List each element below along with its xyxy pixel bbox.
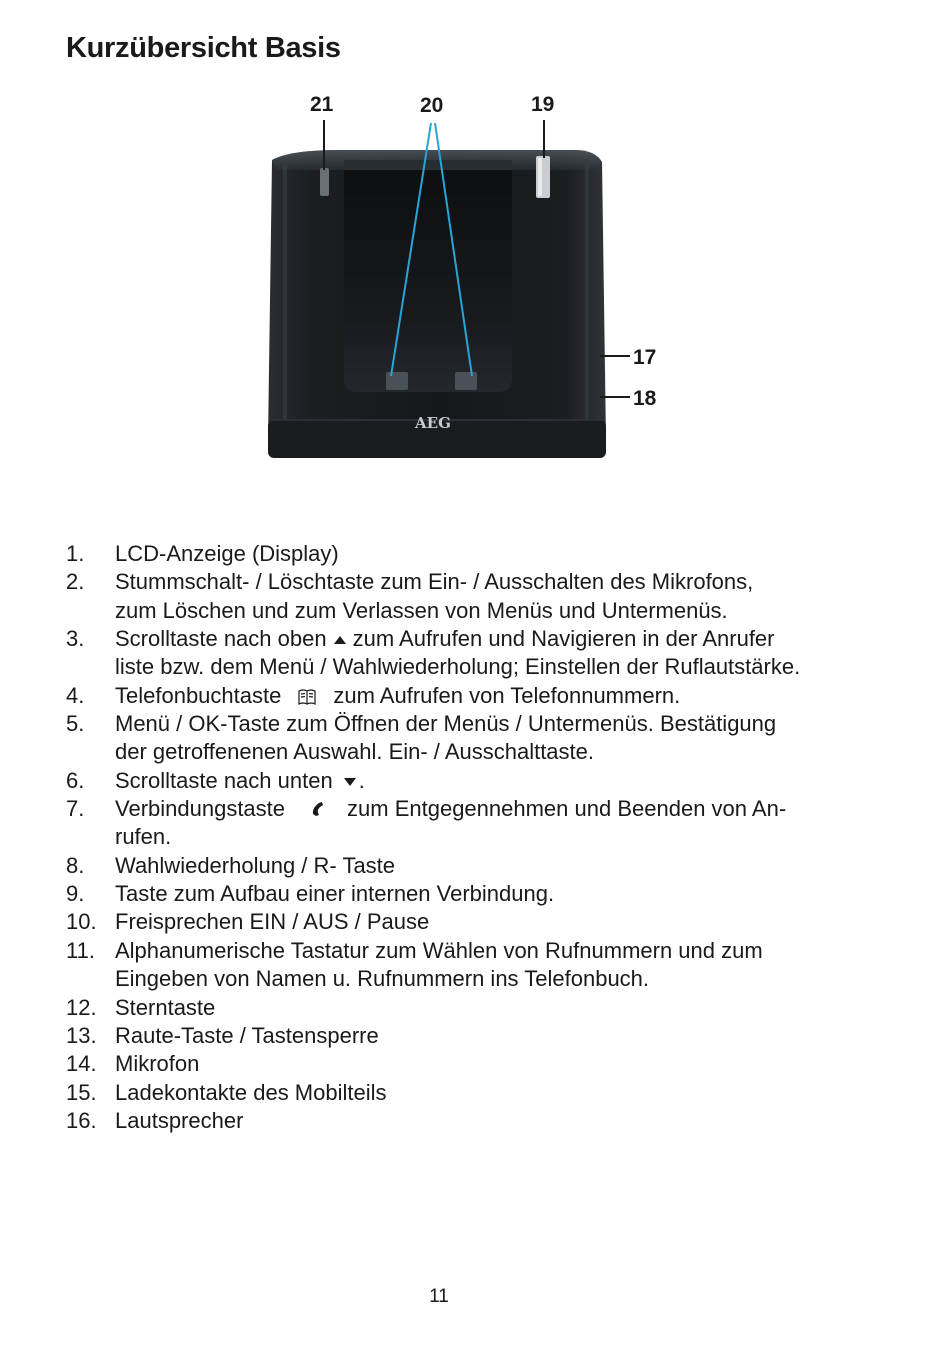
item-line: Lautsprecher — [115, 1107, 244, 1133]
list-item — [66, 937, 855, 994]
item-text — [115, 540, 855, 568]
item-number: 12. — [66, 994, 97, 1020]
handset-icon — [291, 799, 341, 821]
item-line: Raute-Taste / Tastensperre — [115, 1022, 379, 1048]
item-number: 13. — [66, 1022, 97, 1048]
item-text — [115, 937, 855, 994]
item-number: 2. — [66, 569, 85, 595]
item-line: zum Entgegennehmen und Beenden von An- — [347, 796, 787, 822]
item-number: 9. — [66, 881, 85, 907]
item-line: Stummschalt- / Löschtaste zum Ein- / Ausschalten des Mikrofons, — [115, 569, 754, 595]
item-number: 7. — [66, 796, 85, 822]
callout-17: 17 — [633, 346, 657, 369]
triangle-up-icon — [333, 635, 347, 645]
item-line: Verbindungstaste — [115, 796, 286, 822]
list-item — [66, 1050, 855, 1078]
item-number: 3. — [66, 626, 85, 652]
callout-18: 18 — [633, 387, 657, 410]
item-line: Alphanumerische Tastatur zum Wählen von Rufnummern und zum — [115, 937, 763, 963]
page-number: 11 — [429, 1286, 449, 1307]
item-line: rufen. — [115, 824, 172, 850]
item-text — [115, 908, 855, 936]
charging-contact-right — [455, 372, 477, 390]
item-line: zum Aufrufen und Navigieren in der Anrufer — [352, 626, 775, 652]
item-line: Ladekontakte des Mobilteils — [115, 1079, 387, 1105]
base-station-figure — [0, 0, 950, 520]
item-number: 16. — [66, 1107, 97, 1133]
list-item — [66, 767, 855, 795]
item-text — [115, 1050, 855, 1078]
list-item — [66, 880, 855, 908]
item-number: 11. — [66, 937, 95, 963]
brand-logo: AEG — [415, 414, 451, 432]
item-line: . — [358, 767, 365, 793]
item-number: 1. — [66, 541, 85, 566]
item-line: der getroffenenen Auswahl. Ein- / Ausschalttaste. — [115, 739, 595, 765]
item-text — [115, 625, 855, 682]
item-line: Freisprechen EIN / AUS / Pause — [115, 909, 430, 935]
item-text — [115, 994, 855, 1022]
item-text — [115, 767, 855, 795]
item-number: 10. — [66, 909, 97, 935]
list-item — [66, 1107, 855, 1135]
item-line: zum Löschen und zum Verlassen von Menüs und Untermenüs. — [115, 597, 728, 623]
item-number: 6. — [66, 767, 85, 793]
item-line: Wahlwiederholung / R- Taste — [115, 852, 396, 878]
item-number: 15. — [66, 1079, 97, 1105]
item-text — [115, 710, 855, 767]
item-line: Menü / OK-Taste zum Öffnen der Menüs / Untermenüs. Bestätigung — [115, 711, 777, 737]
callout-21: 21 — [310, 93, 334, 116]
item-text — [115, 568, 855, 625]
item-line: Mikrofon — [115, 1051, 200, 1077]
item-text — [115, 1107, 855, 1135]
page-title: Kurzübersicht Basis — [66, 32, 341, 64]
item-line: Scrolltaste nach oben — [115, 626, 327, 652]
item-number: 5. — [66, 711, 85, 737]
list-item — [66, 908, 855, 936]
item-text — [115, 1079, 855, 1107]
list-item — [66, 710, 855, 767]
item-line: Scrolltaste nach unten — [115, 767, 333, 793]
item-line: Sterntaste — [115, 994, 216, 1020]
cradle-slot — [344, 160, 512, 392]
led-indicator — [320, 168, 329, 196]
item-line: liste bzw. dem Menü / Wahlwiederholung; Einstellen der Ruflautstärke. — [115, 654, 801, 680]
item-line: Taste zum Aufbau einer internen Verbindung. — [115, 881, 555, 907]
item-number: 8. — [66, 852, 85, 878]
item-number: 14. — [66, 1051, 97, 1077]
base-station-illustration — [0, 0, 950, 520]
callout-20: 20 — [420, 94, 444, 117]
list-item — [66, 1022, 855, 1050]
list-item — [66, 568, 855, 625]
list-item — [66, 852, 855, 880]
phonebook-icon — [287, 687, 327, 707]
list-item — [66, 795, 855, 852]
item-line: LCD-Anzeige (Display) — [115, 541, 339, 566]
list-item — [66, 540, 855, 568]
item-line: zum Aufrufen von Telefonnummern. — [333, 682, 681, 708]
list-item — [66, 1079, 855, 1107]
item-text — [115, 852, 855, 880]
list-item — [66, 682, 855, 710]
list-item — [66, 625, 855, 682]
charging-contact-left — [386, 372, 408, 390]
list-item — [66, 994, 855, 1022]
item-text — [115, 1022, 855, 1050]
triangle-down-icon — [343, 777, 357, 787]
item-line: Telefonbuchtaste — [115, 682, 282, 708]
callout-19: 19 — [531, 93, 555, 116]
item-text — [115, 795, 855, 852]
item-number: 4. — [66, 682, 85, 708]
item-line: Eingeben von Namen u. Rufnummern ins Telefonbuch. — [115, 966, 650, 992]
component-list — [66, 540, 855, 1135]
item-text — [115, 880, 855, 908]
item-text — [115, 682, 855, 710]
